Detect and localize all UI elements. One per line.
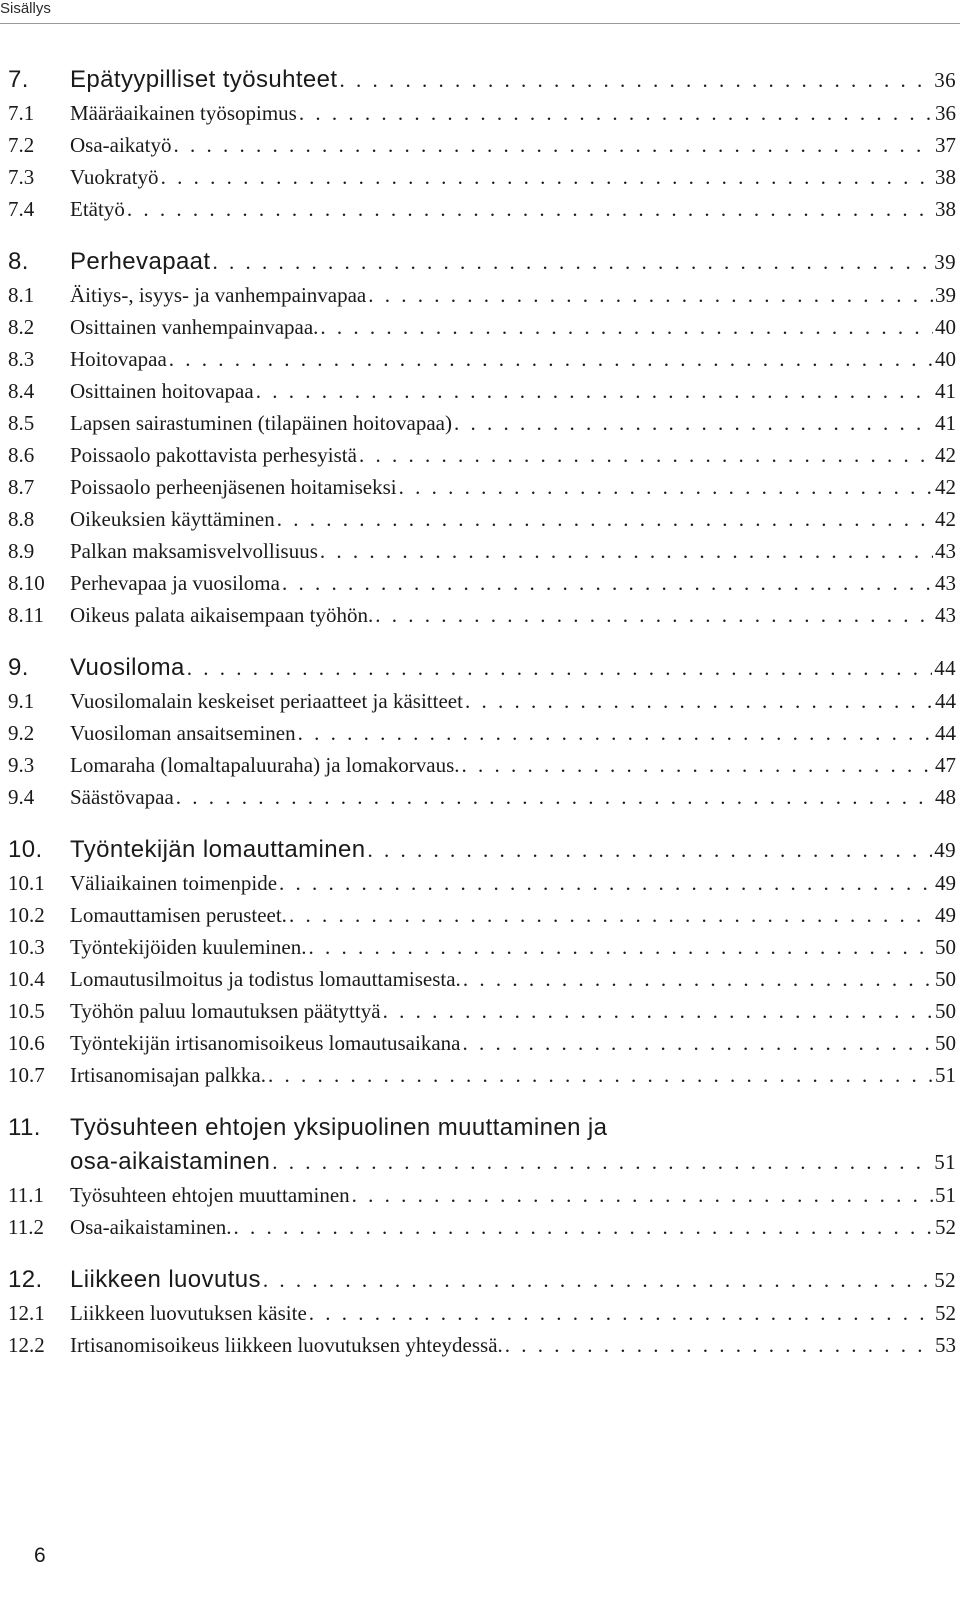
- toc-page-number: 40: [935, 315, 956, 339]
- toc-leader-dots: [268, 1059, 933, 1091]
- toc-page-number: 50: [935, 967, 956, 991]
- toc-leader-dots: [463, 963, 933, 995]
- toc-number: 9.3: [8, 753, 35, 777]
- toc-page-number: 38: [935, 197, 956, 221]
- toc-page-number: 49: [935, 903, 956, 927]
- toc-title: Työhön paluu lomautuksen päätyttyä: [70, 999, 381, 1023]
- toc-title: Työsuhteen ehtojen muuttaminen: [70, 1183, 350, 1207]
- toc-page-number: 49: [935, 871, 956, 895]
- toc-leader-dots: [289, 899, 933, 931]
- toc-number: 9.4: [8, 785, 35, 809]
- toc-number: 8.8: [8, 507, 35, 531]
- toc-entry[interactable]: [0, 1211, 956, 1243]
- toc-title: Irtisanomisoikeus liikkeen luovutuksen yhteydessä.: [70, 1333, 503, 1357]
- toc-leader-dots: [383, 995, 933, 1027]
- toc-title: Vuosiloman ansaitseminen: [70, 721, 296, 745]
- toc-leader-dots: [368, 279, 933, 311]
- toc-page-number: 49: [934, 838, 956, 862]
- toc-page-number: 50: [935, 1031, 956, 1055]
- toc-entry[interactable]: [0, 717, 956, 749]
- toc-title: Oikeuksien käyttäminen: [70, 507, 275, 531]
- toc-page-number: 36: [934, 68, 956, 92]
- toc-leader-dots: [127, 193, 933, 225]
- toc-title: Lomautusilmoitus ja todistus lomauttamisesta.: [70, 967, 461, 991]
- toc-title: Irtisanomisajan palkka.: [70, 1063, 266, 1087]
- toc-title: Työntekijöiden kuuleminen.: [70, 935, 307, 959]
- toc-chapter-heading-continued[interactable]: [0, 1145, 956, 1179]
- toc-number: 10.2: [8, 903, 45, 927]
- toc-page-number: 38: [935, 165, 956, 189]
- toc-page-number: 39: [935, 283, 956, 307]
- toc-chapter-heading[interactable]: [0, 1111, 956, 1145]
- toc-leader-dots: [277, 503, 933, 535]
- toc-number: 10.: [8, 836, 43, 863]
- toc-chapter-heading[interactable]: [0, 245, 956, 279]
- toc-leader-dots: [256, 375, 933, 407]
- toc-leader-dots: [282, 567, 933, 599]
- toc-entry[interactable]: [0, 343, 956, 375]
- toc-page-number: 51: [935, 1063, 956, 1087]
- toc-leader-dots: [187, 651, 932, 685]
- toc-page-number: 40: [935, 347, 956, 371]
- toc-page-number: 44: [935, 689, 956, 713]
- toc-title: Äitiys-, isyys- ja vanhempainvapaa: [70, 283, 367, 307]
- toc-number: 12.2: [8, 1333, 45, 1357]
- toc-number: 11.2: [8, 1215, 44, 1239]
- toc-title: Väliaikainen toimenpide: [70, 871, 278, 895]
- toc-title: Työntekijän irtisanomisoikeus lomautusaikana: [70, 1031, 461, 1055]
- toc-page-number: 50: [935, 935, 956, 959]
- toc-leader-dots: [320, 535, 933, 567]
- toc-title: Osittainen vanhempainvapaa.: [70, 315, 319, 339]
- toc-entry[interactable]: [0, 567, 956, 599]
- toc-entry[interactable]: [0, 375, 956, 407]
- toc-number: 7.2: [8, 133, 35, 157]
- toc-entry[interactable]: [0, 931, 956, 963]
- toc-number: 8.: [8, 248, 29, 275]
- toc-title: Hoitovapaa: [70, 347, 167, 371]
- toc-title: Vuosilomalain keskeiset periaatteet ja käsitteet: [70, 689, 463, 713]
- toc-number: 8.2: [8, 315, 35, 339]
- toc-leader-dots: [176, 781, 933, 813]
- toc-entry[interactable]: [0, 471, 956, 503]
- toc-title: Vuokratyö: [70, 165, 159, 189]
- toc-number: 10.3: [8, 935, 45, 959]
- toc-number: 7.4: [8, 197, 35, 221]
- toc-title: Liikkeen luovutuksen käsite: [70, 1301, 307, 1325]
- page-number: 6: [34, 1544, 46, 1567]
- toc-page-number: 48: [935, 785, 956, 809]
- toc-entry[interactable]: [0, 535, 956, 567]
- toc-number: 12.: [8, 1266, 43, 1293]
- toc-leader-dots: [465, 685, 933, 717]
- toc-title: Lomauttamisen perusteet.: [70, 903, 287, 927]
- table-of-contents: [0, 63, 956, 1361]
- toc-title: Epätyypilliset työsuhteet: [70, 66, 338, 93]
- toc-leader-dots: [298, 717, 933, 749]
- toc-number: 8.10: [8, 571, 45, 595]
- toc-leader-dots: [173, 129, 933, 161]
- toc-leader-dots: [234, 1211, 933, 1243]
- toc-title: Oikeus palata aikaisempaan työhön.: [70, 603, 374, 627]
- toc-number: 7.3: [8, 165, 35, 189]
- toc-page-number: 41: [935, 411, 956, 435]
- toc-title: Osittainen hoitovapaa: [70, 379, 254, 403]
- toc-leader-dots: [169, 343, 933, 375]
- toc-entry[interactable]: [0, 407, 956, 439]
- toc-number: 8.7: [8, 475, 35, 499]
- toc-chapter-heading[interactable]: [0, 63, 956, 97]
- toc-page-number: 39: [934, 250, 956, 274]
- toc-entry[interactable]: [0, 279, 956, 311]
- toc-chapter-heading[interactable]: [0, 1263, 956, 1297]
- toc-leader-dots: [352, 1179, 933, 1211]
- toc-title: Perhevapaat: [70, 248, 211, 275]
- toc-entry[interactable]: [0, 867, 956, 899]
- toc-page-number: 42: [935, 443, 956, 467]
- toc-entry[interactable]: [0, 599, 956, 631]
- toc-title: Osa-aikatyö: [70, 133, 172, 157]
- toc-number: 12.1: [8, 1301, 45, 1325]
- toc-number: 8.3: [8, 347, 35, 371]
- toc-leader-dots: [309, 1297, 933, 1329]
- toc-leader-dots: [339, 63, 932, 97]
- toc-leader-dots: [359, 439, 933, 471]
- toc-leader-dots: [263, 1263, 932, 1297]
- toc-leader-dots: [272, 1145, 932, 1179]
- toc-page-number: 44: [935, 721, 956, 745]
- toc-entry[interactable]: [0, 781, 956, 813]
- toc-entry[interactable]: [0, 1027, 956, 1059]
- toc-entry[interactable]: [0, 129, 956, 161]
- toc-chapter-heading[interactable]: [0, 651, 956, 685]
- toc-number: 8.6: [8, 443, 35, 467]
- toc-number: 10.6: [8, 1031, 45, 1055]
- toc-number: 7.: [8, 66, 29, 93]
- toc-entry[interactable]: [0, 899, 956, 931]
- toc-page-number: 52: [935, 1215, 956, 1239]
- toc-number: 8.4: [8, 379, 35, 403]
- toc-title: Vuosiloma: [70, 654, 185, 681]
- toc-page-number: 44: [934, 656, 956, 680]
- toc-chapter: [0, 651, 956, 813]
- toc-title: Perhevapaa ja vuosiloma: [70, 571, 280, 595]
- toc-page-number: 51: [934, 1150, 956, 1174]
- toc-leader-dots: [213, 245, 933, 279]
- toc-entry[interactable]: [0, 749, 956, 781]
- toc-number: 8.9: [8, 539, 35, 563]
- toc-number: 9.1: [8, 689, 35, 713]
- toc-entry[interactable]: [0, 1179, 956, 1211]
- toc-entry[interactable]: [0, 311, 956, 343]
- header-divider: [0, 23, 960, 24]
- toc-chapter-heading[interactable]: [0, 833, 956, 867]
- toc-number: 10.1: [8, 871, 45, 895]
- toc-number: 10.4: [8, 967, 45, 991]
- toc-leader-dots: [462, 1027, 933, 1059]
- toc-page-number: 50: [935, 999, 956, 1023]
- toc-number: 10.5: [8, 999, 45, 1023]
- toc-number: 10.7: [8, 1063, 45, 1087]
- toc-title: Lomaraha (lomaltapaluuraha) ja lomakorvaus.: [70, 753, 460, 777]
- toc-chapter: [0, 63, 956, 225]
- toc-leader-dots: [454, 407, 933, 439]
- toc-page-number: 51: [935, 1183, 956, 1207]
- toc-entry[interactable]: [0, 963, 956, 995]
- toc-page-number: 41: [935, 379, 956, 403]
- toc-page-number: 52: [934, 1268, 956, 1292]
- toc-title: Säästövapaa: [70, 785, 174, 809]
- toc-leader-dots: [279, 867, 933, 899]
- toc-page-number: 52: [935, 1301, 956, 1325]
- toc-entry[interactable]: [0, 97, 956, 129]
- toc-leader-dots: [161, 161, 933, 193]
- toc-page-number: 42: [935, 475, 956, 499]
- toc-page-number: 53: [935, 1333, 956, 1357]
- toc-page-number: 36: [935, 101, 956, 125]
- toc-number: 8.11: [8, 603, 44, 627]
- toc-chapter: [0, 1111, 956, 1243]
- section-header-label: Sisällys: [0, 0, 51, 17]
- toc-entry[interactable]: [0, 685, 956, 717]
- toc-title: Työsuhteen ehtojen yksipuolinen muuttaminen ja: [70, 1114, 608, 1141]
- toc-chapter: [0, 833, 956, 1091]
- toc-entry[interactable]: [0, 1297, 956, 1329]
- toc-page-number: 43: [935, 571, 956, 595]
- toc-page-number: 43: [935, 539, 956, 563]
- toc-leader-dots: [399, 471, 933, 503]
- toc-page-number: 42: [935, 507, 956, 531]
- toc-entry[interactable]: [0, 161, 956, 193]
- toc-leader-dots: [309, 931, 934, 963]
- toc-number: 8.5: [8, 411, 35, 435]
- toc-leader-dots: [299, 97, 933, 129]
- toc-number: 9.: [8, 654, 29, 681]
- toc-page-number: 37: [935, 133, 956, 157]
- toc-title: Poissaolo perheenjäsenen hoitamiseksi: [70, 475, 397, 499]
- toc-entry[interactable]: [0, 439, 956, 471]
- toc-title: Osa-aikaistaminen.: [70, 1215, 232, 1239]
- toc-number: 7.1: [8, 101, 35, 125]
- toc-leader-dots: [375, 599, 933, 631]
- toc-number: 11.1: [8, 1183, 44, 1207]
- toc-number: 9.2: [8, 721, 35, 745]
- toc-number: 11.: [8, 1114, 41, 1141]
- toc-title: Palkan maksamisvelvollisuus: [70, 539, 318, 563]
- toc-entry[interactable]: [0, 1059, 956, 1091]
- toc-title: osa-aikaistaminen: [70, 1148, 271, 1175]
- toc-leader-dots: [320, 311, 933, 343]
- toc-title: Liikkeen luovutus: [70, 1266, 261, 1293]
- toc-leader-dots: [505, 1329, 933, 1361]
- toc-chapter: [0, 1263, 956, 1361]
- toc-chapter: [0, 245, 956, 631]
- toc-entry[interactable]: [0, 1329, 956, 1361]
- toc-leader-dots: [368, 833, 933, 867]
- toc-leader-dots: [462, 749, 933, 781]
- toc-title: Työntekijän lomauttaminen: [70, 836, 366, 863]
- toc-page-number: 43: [935, 603, 956, 627]
- toc-number: 8.1: [8, 283, 35, 307]
- toc-entry[interactable]: [0, 193, 956, 225]
- toc-entry[interactable]: [0, 995, 956, 1027]
- toc-title: Määräaikainen työsopimus: [70, 101, 297, 125]
- toc-title: Lapsen sairastuminen (tilapäinen hoitovapaa): [70, 411, 452, 435]
- toc-title: Poissaolo pakottavista perhesyistä: [70, 443, 357, 467]
- toc-entry[interactable]: [0, 503, 956, 535]
- toc-title: Etätyö: [70, 197, 125, 221]
- toc-page-number: 47: [935, 753, 956, 777]
